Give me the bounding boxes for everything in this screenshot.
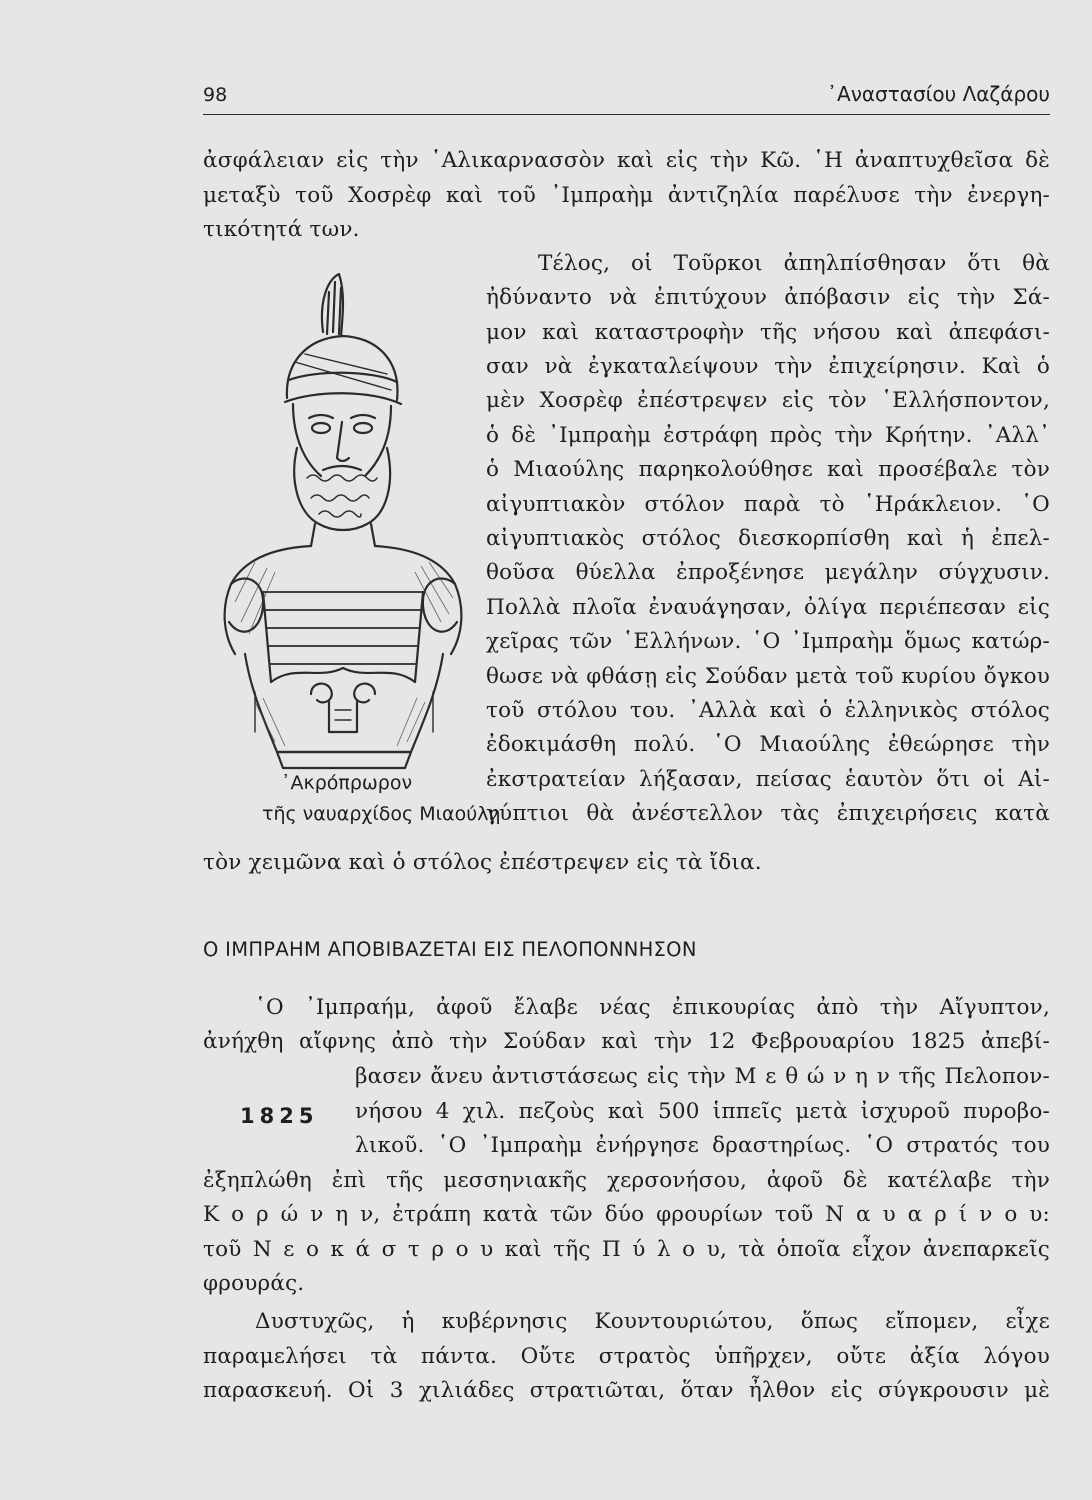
text-line: χεῖρας τῶν ῾Ελλήνων. ῾Ο ᾿Ιμπραὴμ ὅμως κατώρ-: [486, 629, 1050, 654]
text-line: θοῦσα θύελλα ἐπροξένησε μεγάλην σύγχυσιν.: [486, 560, 1050, 585]
text-line: Πολλὰ πλοῖα ἐναυάγησαν, ὀλίγα περιέπεσαν εἰς: [486, 595, 1050, 620]
text-line: τὸν χειμῶνα καὶ ὁ στόλος ἐπέστρεψεν εἰς τὰ ἴδια.: [203, 850, 762, 875]
text-line: Δυστυχῶς, ἡ κυβέρνησις Κουντουριώτου, ὅπως εἴπομεν, εἶχε: [255, 1309, 1050, 1334]
text-line: γύπτιοι θὰ ἀνέστελλον τὰς ἐπιχειρήσεις κατὰ: [486, 801, 1050, 826]
text-line: Τέλος, οἱ Τοῦρκοι ἀπηλπίσθησαν ὅτι θὰ: [538, 251, 1050, 276]
text-line: ἐδοκιμάσθη πολύ. ῾Ο Μιαούλης ἐθεώρησε τὴν: [486, 732, 1050, 757]
text-line: τοῦ Ν ε ο κ ά σ τ ρ ο υ καὶ τῆς Π ύ λ ο υ, τὰ ὁποῖα εἶχον ἀνεπαρκεῖς: [203, 1237, 1050, 1262]
text-line: Κ ο ρ ώ ν η ν, ἐτράπη κατὰ τῶν δύο φρουρίων τοῦ Ν α υ α ρ ί ν ο υ:: [203, 1202, 1050, 1227]
text-line: ὁ δὲ ᾿Ιμπραὴμ ἐστράφη πρὸς τὴν Κρήτην. ᾿Αλλ᾿: [486, 423, 1050, 448]
section-heading: Ο ΙΜΠΡΑΗΜ ΑΠΟΒΙΒΑΖΕΤΑΙ ΕΙΣ ΠΕΛΟΠΟΝΝΗΣΟΝ: [203, 938, 697, 961]
text-line: ῾Ο ᾿Ιμπραήμ, ἀφοῦ ἔλαβε νέας ἐπικουρίας ἀπὸ τὴν Αἴγυπτον,: [255, 995, 1050, 1020]
text-line: τοῦ στόλου του. ᾿Αλλὰ καὶ ὁ ἑλληνικὸς στόλος: [486, 698, 1050, 723]
text-line: ἐκστρατείαν λήξασαν, πείσας ἑαυτὸν ὅτι οἱ Αἰ-: [486, 767, 1050, 792]
text-line: σαν νὰ ἐγκαταλείψουν τὴν ἐπιχείρησιν. Καὶ ὁ: [486, 354, 1050, 379]
page-number: 98: [203, 84, 228, 106]
text-line: παραμελήσει τὰ πάντα. Οὔτε στρατὸς ὑπῆρχεν, οὔτε ἀξία λόγου: [203, 1344, 1050, 1369]
text-line: βασεν ἄνευ ἀντιστάσεως εἰς τὴν Μ ε θ ώ ν η ν τῆς Πελοπον-: [355, 1064, 1050, 1089]
text-line: ἀνήχθη αἴφνης ἀπὸ τὴν Σούδαν καὶ τὴν 12 Φεβρουαρίου 1825 ἀπεβί-: [203, 1029, 1050, 1054]
text-line: θωσε νὰ φθάσῃ εἰς Σούδαν μετὰ τοῦ κυρίου ὄγκου: [486, 664, 1050, 689]
text-line: μεταξὺ τοῦ Χοσρὲφ καὶ τοῦ ᾿Ιμπραὴμ ἀντιζηλία παρέλυσε τὴν ἐνεργη-: [203, 183, 1050, 208]
text-line: τικότητά των.: [203, 217, 360, 242]
text-line: φρουράς.: [203, 1271, 305, 1296]
text-line: λικοῦ. ῾Ο ᾿Ιμπραὴμ ἐνήργησε δραστηρίως. ῾Ο στρατός του: [355, 1133, 1050, 1158]
text-line: αἰγυπτιακὸν στόλον παρὰ τὸ ῾Ηράκλειον. ῾Ο: [486, 492, 1050, 517]
text-line: μὲν Χοσρὲφ ἐπέστρεψεν εἰς τὸν ῾Ελλήσποντον,: [486, 388, 1050, 413]
text-line: ὁ Μιαούλης παρηκολούθησε καὶ προσέβαλε τὸν: [486, 457, 1050, 482]
margin-year-note: 1825: [240, 1104, 319, 1128]
figure-caption-line: τῆς ναυαρχίδος Μιαούλη: [262, 803, 501, 825]
text-line: ἀσφάλειαν εἰς τὴν ῾Αλικαρνασσὸν καὶ εἰς τὴν Κῶ. ῾Η ἀναπτυχθεῖσα δὲ: [203, 148, 1050, 173]
figurehead-bust-illustration: [215, 262, 477, 770]
text-line: παρασκευή. Οἱ 3 χιλιάδες στρατιῶται, ὅταν ἦλθον εἰς σύγκρουσιν μὲ: [203, 1378, 1050, 1403]
text-line: αἰγυπτιακὸς στόλος διεσκορπίσθη καὶ ἡ ἐπελ-: [486, 526, 1050, 551]
figure-caption-line: ᾿Ακρόπρωρον: [281, 772, 413, 794]
text-line: μον καὶ καταστροφὴν τῆς νήσου καὶ ἀπεφάσι-: [486, 320, 1050, 345]
text-line: ἠδύναντο νὰ ἐπιτύχουν ἀπόβασιν εἰς τὴν Σά-: [486, 285, 1050, 310]
page-header: [203, 80, 1050, 115]
running-title: ᾿Αναστασίου Λαζάρου: [827, 82, 1050, 106]
text-line: νήσου 4 χιλ. πεζοὺς καὶ 500 ἱππεῖς μετὰ ἰσχυροῦ πυροβο-: [355, 1099, 1050, 1124]
text-line: ἐξηπλώθη ἐπὶ τῆς μεσσηνιακῆς χερσονήσου, ἀφοῦ δὲ κατέλαβε τὴν: [203, 1168, 1050, 1193]
